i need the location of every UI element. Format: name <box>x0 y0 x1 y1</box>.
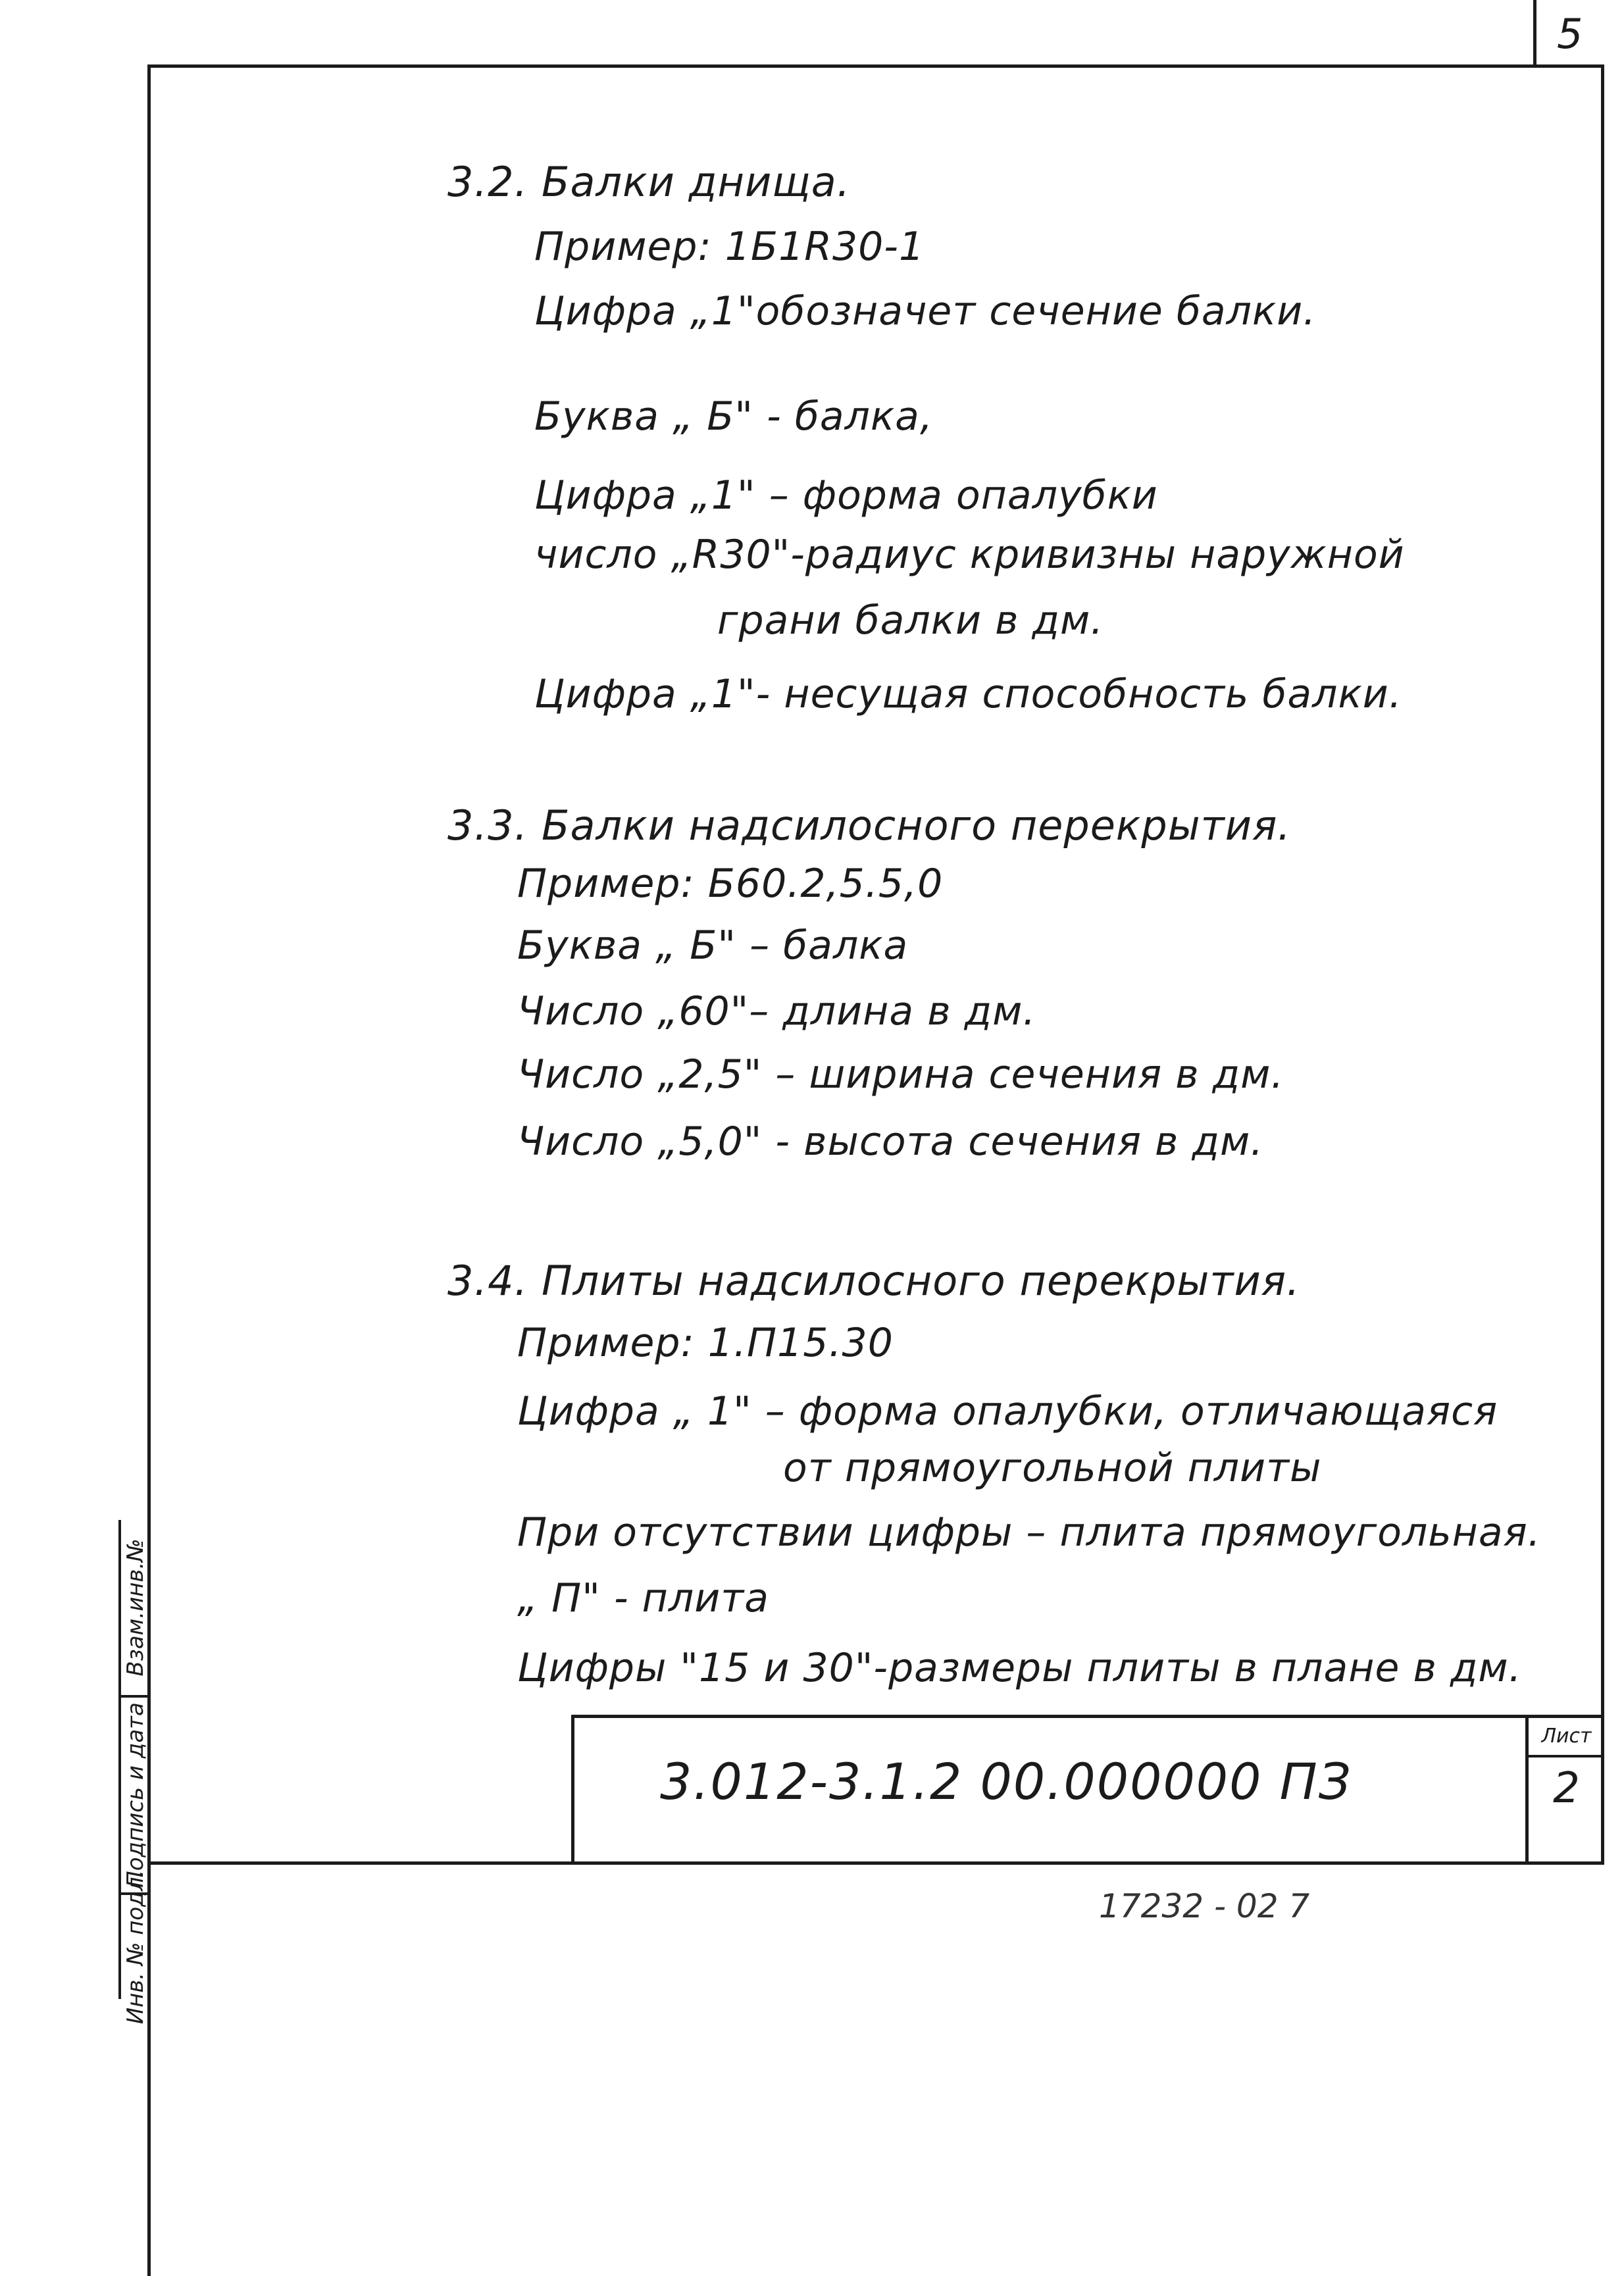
side-stamp-label: Взам.инв.№ <box>122 1538 149 1677</box>
section-line: число „R30"-радиус кривизны наружной <box>534 532 1405 578</box>
section-line: Число „60"– длина в дм. <box>517 988 1036 1034</box>
section-heading: 3.4. Плиты надсилосного перекрытия. <box>447 1257 1300 1305</box>
section-line: Цифра „1" – форма опалубки <box>534 472 1158 518</box>
side-stamp-cell <box>121 1698 150 1895</box>
section-line: Буква „ Б" – балка <box>517 923 909 969</box>
title-block <box>571 1715 1604 1865</box>
section-line: При отсутствии цифры – плита прямоугольная. <box>517 1509 1541 1555</box>
section-line: Буква „ Б" - балка, <box>534 393 934 440</box>
sheet-number: 2 <box>1553 1764 1580 1813</box>
sheet-number-cell <box>1525 1718 1604 1865</box>
corner-mark: 5 <box>1557 10 1583 58</box>
side-stamp-label: Инв. № подл. <box>122 1869 149 2025</box>
section-line: Цифра „1"- несущая способность балки. <box>534 671 1402 717</box>
sheet-label: Лист <box>1529 1718 1604 1758</box>
side-stamp <box>118 1520 149 2025</box>
section-line: „ П" - плита <box>517 1575 769 1621</box>
document-code: 3.012-3.1.2 00.000000 ПЗ <box>660 1752 1352 1811</box>
section-line: Число „2,5" – ширина сечения в дм. <box>517 1051 1284 1098</box>
section-line: Цифры "15 и 30"-размеры плиты в плане в дм. <box>517 1645 1522 1691</box>
section-line: Цифра „1"обозначет сечение балки. <box>534 288 1317 334</box>
section-line: Число „5,0" - высота сечения в дм. <box>517 1119 1264 1165</box>
section-line: грани балки в дм. <box>717 597 1104 644</box>
archive-number: 17232 - 02 7 <box>1099 1887 1310 1925</box>
side-stamp-label: Подпись и дата <box>122 1702 149 1888</box>
section-line: Пример: 1Б1R30-1 <box>534 224 925 270</box>
section-heading: 3.2. Балки днища. <box>447 158 851 206</box>
side-stamp-cell <box>121 1520 150 1698</box>
section-line: Пример: 1.П15.30 <box>517 1320 894 1366</box>
side-stamp-cell <box>121 1869 150 2025</box>
section-line: Цифра „ 1" – форма опалубки, отличающаяся <box>517 1388 1498 1434</box>
section-line: Пример: Б60.2,5.5,0 <box>517 861 944 907</box>
section-line: от прямоугольной плиты <box>783 1445 1322 1491</box>
section-heading: 3.3. Балки надсилосного перекрытия. <box>447 801 1292 849</box>
